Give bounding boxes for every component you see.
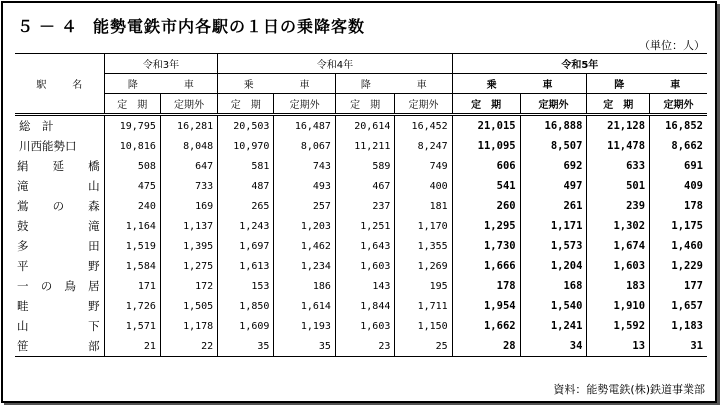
r4-jousha-header: 乗 車: [218, 74, 336, 94]
value-cell: 16,281: [160, 115, 217, 137]
value-cell: 400: [395, 176, 452, 196]
value-cell: 11,478: [587, 136, 650, 156]
value-cell: 1,674: [587, 236, 650, 256]
value-cell: 260: [452, 196, 520, 216]
value-cell: 1,302: [587, 216, 650, 236]
value-cell: 1,609: [218, 316, 274, 336]
station-name: 絹延橋: [17, 159, 100, 173]
value-cell: 153: [218, 276, 274, 296]
source-note: 資料：能勢電鉄(株)鉄道事業部: [553, 383, 705, 396]
value-cell: 16,852: [650, 115, 707, 137]
value-cell: 265: [218, 196, 274, 216]
value-cell: 1,229: [650, 256, 707, 276]
value-cell: 467: [335, 176, 394, 196]
value-cell: 691: [650, 156, 707, 176]
value-cell: 633: [587, 156, 650, 176]
value-cell: 1,730: [452, 236, 520, 256]
value-cell: 31: [650, 336, 707, 357]
value-cell: 1,269: [395, 256, 452, 276]
value-cell: 1,183: [650, 316, 707, 336]
r3-kousha-header: 降 車: [104, 74, 218, 94]
teikigai-header: 定期外: [650, 94, 707, 115]
value-cell: 239: [587, 196, 650, 216]
value-cell: 1,460: [650, 236, 707, 256]
value-cell: 1,204: [520, 256, 587, 276]
station-name: 総 計: [19, 119, 54, 133]
value-cell: 487: [218, 176, 274, 196]
value-cell: 1,519: [104, 236, 160, 256]
page-title: [17, 14, 365, 37]
value-cell: 1,243: [218, 216, 274, 236]
value-cell: 257: [274, 196, 336, 216]
value-cell: 186: [274, 276, 336, 296]
value-cell: 169: [160, 196, 217, 216]
value-cell: 743: [274, 156, 336, 176]
table-row: [15, 216, 707, 236]
teikigai-header: 定期外: [160, 94, 217, 115]
title-number: ５－４: [17, 17, 84, 36]
table-row: [15, 256, 707, 276]
year-header-r3: 令和3年: [104, 54, 218, 74]
value-cell: 475: [104, 176, 160, 196]
value-cell: 172: [160, 276, 217, 296]
value-cell: 1,234: [274, 256, 336, 276]
value-cell: 168: [520, 276, 587, 296]
value-cell: 1,697: [218, 236, 274, 256]
value-cell: 1,584: [104, 256, 160, 276]
value-cell: 1,275: [160, 256, 217, 276]
value-cell: 1,643: [335, 236, 394, 256]
value-cell: 749: [395, 156, 452, 176]
table-row: [15, 176, 707, 196]
value-cell: 1,614: [274, 296, 336, 316]
value-cell: 1,193: [274, 316, 336, 336]
value-cell: 143: [335, 276, 394, 296]
value-cell: 1,910: [587, 296, 650, 316]
value-cell: 261: [520, 196, 587, 216]
value-cell: 1,603: [587, 256, 650, 276]
value-cell: 1,241: [520, 316, 587, 336]
value-cell: 589: [335, 156, 394, 176]
value-cell: 1,150: [395, 316, 452, 336]
value-cell: 1,613: [218, 256, 274, 276]
station-name: 笹部: [15, 336, 104, 357]
value-cell: 1,573: [520, 236, 587, 256]
table-body: [15, 115, 707, 357]
value-cell: 13: [587, 336, 650, 357]
value-cell: 1,164: [104, 216, 160, 236]
value-cell: 20,614: [335, 115, 394, 137]
value-cell: 1,295: [452, 216, 520, 236]
table-row: [15, 156, 707, 176]
value-cell: 1,657: [650, 296, 707, 316]
title-text: 能勢電鉄市内各駅の１日の乗降客数: [93, 17, 366, 36]
teiki-header: 定 期: [218, 94, 274, 115]
value-cell: 1,666: [452, 256, 520, 276]
station-column-header: 駅 名: [15, 54, 104, 115]
value-cell: 1,726: [104, 296, 160, 316]
value-cell: 177: [650, 276, 707, 296]
value-cell: 19,795: [104, 115, 160, 137]
value-cell: 35: [274, 336, 336, 357]
value-cell: 21,128: [587, 115, 650, 137]
value-cell: 1,178: [160, 316, 217, 336]
table-row: [15, 336, 707, 357]
value-cell: 581: [218, 156, 274, 176]
value-cell: 8,247: [395, 136, 452, 156]
teiki-header: 定 期: [335, 94, 394, 115]
value-cell: 508: [104, 156, 160, 176]
year-header-r4: 令和4年: [218, 54, 453, 74]
table-row: [15, 316, 707, 336]
station-name: 滝山: [17, 179, 100, 193]
value-cell: 181: [395, 196, 452, 216]
station-name: 多田: [17, 239, 100, 253]
value-cell: 1,954: [452, 296, 520, 316]
value-cell: 240: [104, 196, 160, 216]
station-name: 平野: [17, 259, 100, 273]
r5-kousha-header: 降 車: [587, 74, 707, 94]
value-cell: 606: [452, 156, 520, 176]
value-cell: 1,850: [218, 296, 274, 316]
header-row-kind: [15, 74, 707, 94]
value-cell: 1,137: [160, 216, 217, 236]
value-cell: 1,203: [274, 216, 336, 236]
value-cell: 183: [587, 276, 650, 296]
r5-jousha-header: 乗 車: [452, 74, 587, 94]
value-cell: 11,211: [335, 136, 394, 156]
value-cell: 16,487: [274, 115, 336, 137]
table-row: [15, 115, 707, 137]
value-cell: 16,888: [520, 115, 587, 137]
value-cell: 1,844: [335, 296, 394, 316]
value-cell: 8,507: [520, 136, 587, 156]
teiki-header: 定 期: [587, 94, 650, 115]
value-cell: 20,503: [218, 115, 274, 137]
document-frame: [1, 1, 717, 403]
station-name: 山下: [17, 319, 100, 333]
value-cell: 171: [104, 276, 160, 296]
table-row: [15, 276, 707, 296]
table-row: [15, 196, 707, 216]
value-cell: 1,462: [274, 236, 336, 256]
value-cell: 22: [160, 336, 217, 357]
value-cell: 1,603: [335, 316, 394, 336]
value-cell: 501: [587, 176, 650, 196]
value-cell: 692: [520, 156, 587, 176]
station-name: 一の鳥居: [17, 279, 100, 293]
value-cell: 35: [218, 336, 274, 357]
value-cell: 1,571: [104, 316, 160, 336]
value-cell: 1,662: [452, 316, 520, 336]
value-cell: 1,505: [160, 296, 217, 316]
teiki-header: 定 期: [452, 94, 520, 115]
value-cell: 409: [650, 176, 707, 196]
value-cell: 8,067: [274, 136, 336, 156]
header-row-teiki: [15, 94, 707, 115]
teikigai-header: 定期外: [395, 94, 452, 115]
value-cell: 1,355: [395, 236, 452, 256]
value-cell: 10,816: [104, 136, 160, 156]
value-cell: 647: [160, 156, 217, 176]
value-cell: 178: [452, 276, 520, 296]
value-cell: 8,662: [650, 136, 707, 156]
year-header-r5: 令和5年: [452, 54, 707, 74]
station-name: 鼓滝: [17, 219, 100, 233]
value-cell: 1,251: [335, 216, 394, 236]
value-cell: 178: [650, 196, 707, 216]
value-cell: 237: [335, 196, 394, 216]
value-cell: 1,395: [160, 236, 217, 256]
passenger-table: [15, 53, 707, 357]
header-row-years: [15, 54, 707, 74]
teikigai-header: 定期外: [520, 94, 587, 115]
value-cell: 16,452: [395, 115, 452, 137]
value-cell: 23: [335, 336, 394, 357]
teiki-header: 定 期: [104, 94, 160, 115]
value-cell: 1,170: [395, 216, 452, 236]
value-cell: 1,711: [395, 296, 452, 316]
value-cell: 21,015: [452, 115, 520, 137]
r4-kousha-header: 降 車: [335, 74, 452, 94]
value-cell: 1,171: [520, 216, 587, 236]
value-cell: 195: [395, 276, 452, 296]
value-cell: 25: [395, 336, 452, 357]
value-cell: 28: [452, 336, 520, 357]
value-cell: 8,048: [160, 136, 217, 156]
value-cell: 1,540: [520, 296, 587, 316]
value-cell: 497: [520, 176, 587, 196]
station-name: 鴬の森: [17, 199, 100, 213]
teikigai-header: 定期外: [274, 94, 336, 115]
value-cell: 541: [452, 176, 520, 196]
value-cell: 21: [104, 336, 160, 357]
value-cell: 11,095: [452, 136, 520, 156]
table-row: [15, 296, 707, 316]
station-name: 畦野: [17, 299, 100, 313]
table-row: [15, 136, 707, 156]
value-cell: 1,592: [587, 316, 650, 336]
value-cell: 1,175: [650, 216, 707, 236]
value-cell: 493: [274, 176, 336, 196]
table-row: [15, 236, 707, 256]
value-cell: 1,603: [335, 256, 394, 276]
value-cell: 10,970: [218, 136, 274, 156]
value-cell: 34: [520, 336, 587, 357]
value-cell: 733: [160, 176, 217, 196]
unit-label: （単位：人）: [639, 39, 705, 52]
station-name: 川西能勢口: [19, 139, 77, 153]
